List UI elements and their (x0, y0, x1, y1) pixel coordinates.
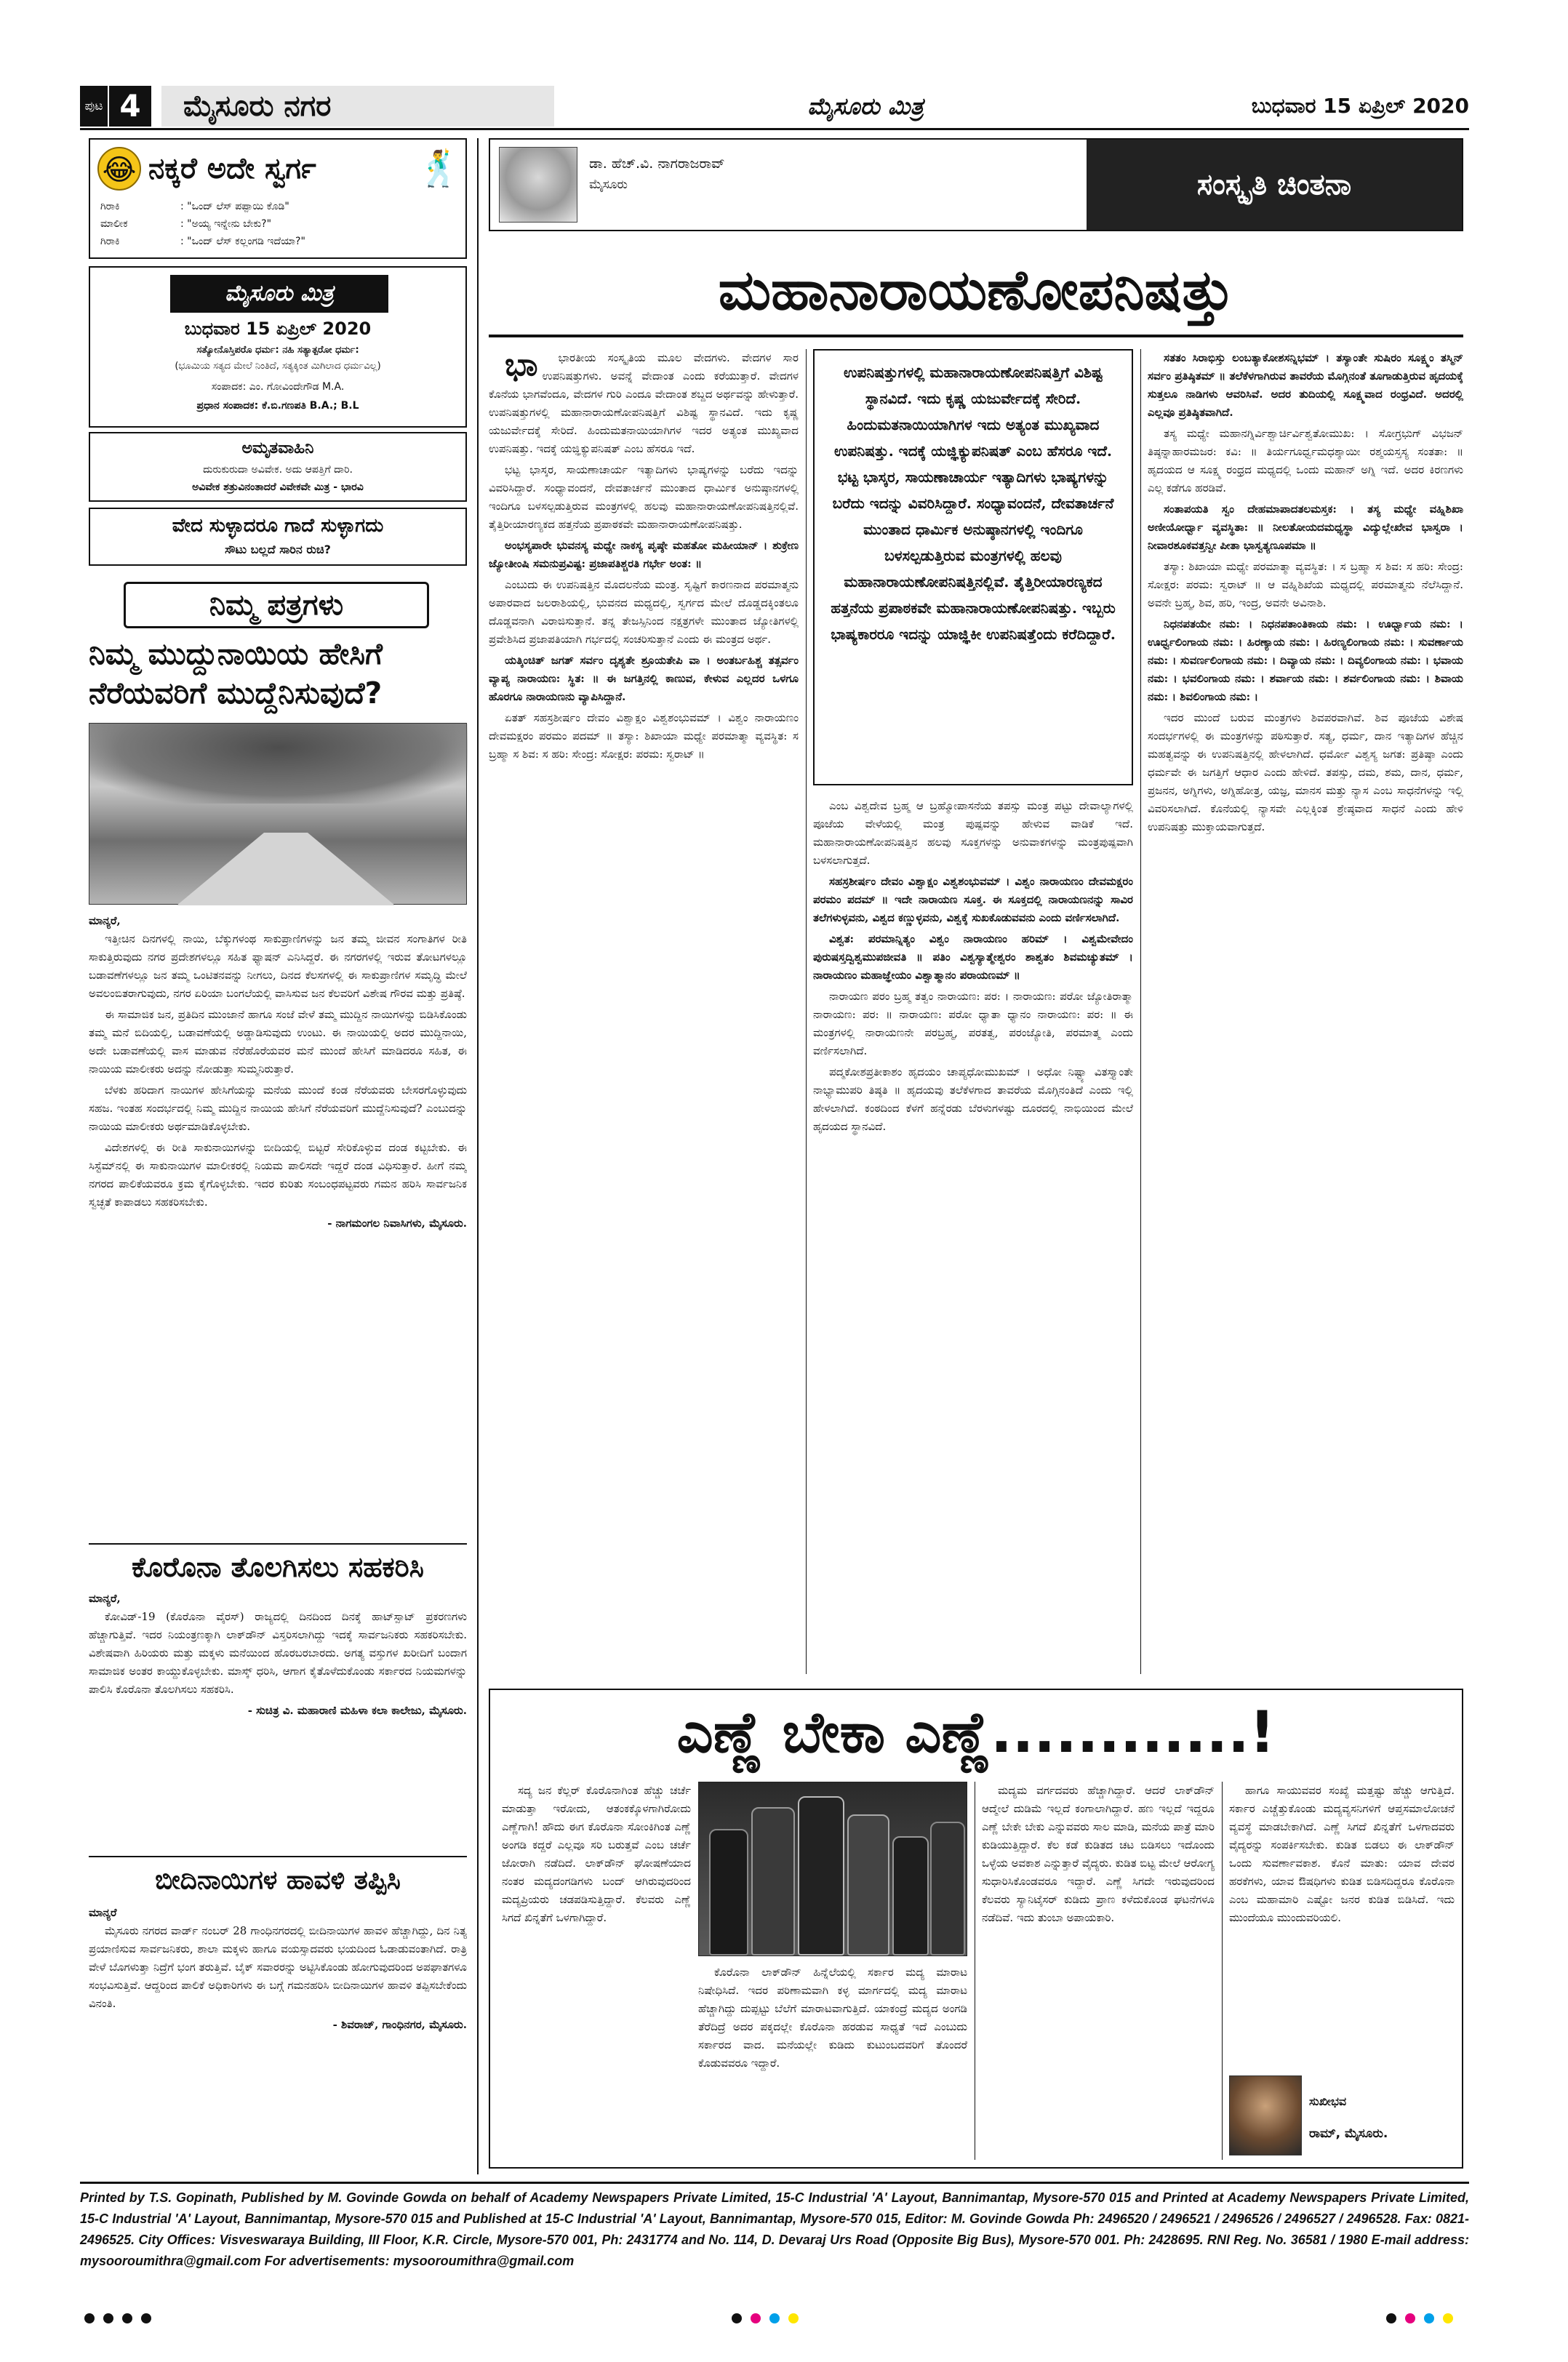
section-title: ಮೈಸೂರು ನಗರ (161, 86, 554, 127)
paper-info-date: ಬುಧವಾರ 15 ಏಪ್ರಿಲ್ 2020 (184, 319, 372, 339)
letter-paragraph: ಬೆಳಕು ಹರಿದಾಗ ನಾಯಿಗಳ ಹೇಸಿಗೆಯನ್ನು ಮನೆಯ ಮುಂದೆ ಕಂಡ ನೆರೆಯವರು ಬೇಸರಗೊಳ್ಳುವುದು ಸಹಜ. ಇಂತಹ ಸಂದರ್ಭದಲ್ಲಿ ನಿಮ್ಮ ಮುದ್ದಿನ ನಾಯಿಯ ಹೇಸಿಗೆ ನೆರೆಯವರಿಗೆ ಮುದ್ದೆನಿಸುವುದೆ? ಎಂಬುದನ್ನು ನಾಯಿಯ ಮಾಲೀಕರು ಅರ್ಥಮಾಡಿಕೊಳ್ಳಬೇಕು. (89, 1084, 467, 1133)
drop-cap: ಭಾ (505, 349, 538, 383)
feature-paragraph: ಭಾ ಭಾರತೀಯ ಸಂಸ್ಕೃತಿಯ ಮೂಲ ವೇದಗಳು. ವೇದಗಳ ಸಾರ ಉಪನಿಷತ್ತುಗಳು. ಅವನ್ನೆ ವೇದಾಂತ ಎಂದು ಕರೆಯುತ್ತಾರೆ. ವೇದಗಳ ಕೊನೆಯ ಭಾಗವೆಂದೂ, ವೇದಗಳ ಗುರಿ ಎಂದೂ ವೇದಾಂತ ಶಬ್ದದ ಅರ್ಥವನ್ನು ಹೇಳುತ್ತಾರೆ. ಉಪನಿಷತ್ತುಗಳಲ್ಲಿ ಮಹಾನಾರಾಯಣೋಪನಿಷತ್ತಿಗೆ ವಿಶಿಷ್ಟ ಸ್ಥಾನವಿದೆ. ಇದು ಕೃಷ್ಣ ಯಜುರ್ವೇದಕ್ಕೆ ಸೇರಿದೆ. ಹಿಂದುಮತನಾಯಿಯಾಗಿಗಳ ಇದರ ಅತ್ಯಂತ ಮುಖ್ಯವಾದ ಉಪನಿಷತ್ತು. ಇದಕ್ಕೆ ಯಜ್ಞಿಕ್ಯುಪನಿಷತ್ ಎಂಬ ಹೆಸರೂ ಇದೆ. (489, 349, 799, 455)
tree-canopy (89, 724, 468, 804)
paper-name: ಮೈಸೂರು ಮಿತ್ರ (807, 92, 924, 120)
saying-line: ವೇದ ಸುಳ್ಳಾದರೂ ಗಾದೆ ಸುಳ್ಳಾಗದು (172, 515, 384, 537)
ad-paragraph: ಹಾಗೂ ಸಾಯುವವರ ಸಂಖ್ಯೆ ಮತ್ತಷ್ಟು ಹೆಚ್ಚು ಆಗುತ್ತಿದೆ. ಸರ್ಕಾರ ಎಚ್ಚೆತ್ತುಕೊಂಡು ಮದ್ಯವ್ಯಸನಿಗಳಿಗೆ ಆಪ್ತಸಮಾಲೋಚನೆ ವ್ಯವಸ್ಥೆ ಮಾಡಬೇಕಾಗಿದೆ. ಎಣ್ಣೆ ಸಿಗದೆ ಖಿನ್ನತೆಗೆ ಒಳಗಾದವರು ವೈದ್ಯರನ್ನು ಸಂಪರ್ಕಿಸಬೇಕು. ಕುಡಿತ ಬಿಡಲು ಈ ಲಾಕ್‌ಡೌನ್ ಒಂದು ಸುವರ್ಣಾವಕಾಶ. ಕೊನೆ ಮಾತು: ಯಾವ ದೇವರ ಹರಕೆಗಳು, ಯಾವ ಔಷಧಿಗಳು ಕುಡಿತ ಬಿಡಿಸದಿದ್ದರೂ ಕೊರೊನಾ ಎಂಬ ಮಹಾಮಾರಿ ಎಷ್ಟೋ ಜನರ ಕುಡಿತ ಬಿಡಿಸಿದೆ. ಇದು ಮುಂದೆಯೂ ಮುಂದುವರಿಯಲಿ. (1229, 1784, 1455, 1924)
page-number: 4 (109, 86, 151, 127)
feature-column-3 (1148, 349, 1463, 1674)
imprint-rule (80, 2182, 1469, 2184)
letter3-body (89, 1904, 467, 2166)
quote-title: ಅಮೃತವಾಹಿನಿ (241, 439, 314, 457)
registration-marks-center (727, 2313, 815, 2327)
letter2-paragraph: ಕೋವಿಡ್-19 (ಕೊರೊನಾ ವೈರಸ್) ರಾಜ್ಯದಲ್ಲಿ ದಿನದಿಂದ ದಿನಕ್ಕೆ ಹಾಟ್‌ಸ್ಪಾಟ್ ಪ್ರಕರಣಗಳು ಹೆಚ್ಚಾಗುತ್ತಿವೆ. ಇದರ ನಿಯಂತ್ರಣಕ್ಕಾಗಿ ಲಾಕ್‌ಡೌನ್ ವಿಸ್ತರಿಸಲಾಗಿದ್ದು ಇದಕ್ಕೆ ಸಾರ್ವಜನಿಕರು ಸಹಕರಿಸಬೇಕು. ವಿಶೇಷವಾಗಿ ಹಿರಿಯರು ಮತ್ತು ಮಕ್ಕಳು ಮನೆಯಿಂದ ಹೊರಬರಬಾರದು. ಅಗತ್ಯ ವಸ್ತುಗಳ ಖರೀದಿಗೆ ಬಂದಾಗ ಸಾಮಾಜಿಕ ಅಂತರ ಕಾಯ್ದುಕೊಳ್ಳಬೇಕು. ಮಾಸ್ಕ್ ಧರಿಸಿ, ಆಗಾಗ ಕೈತೊಳೆದುಕೊಂಡು ಸರ್ಕಾರದ ನಿಯಮಗಳನ್ನು ಪಾಲಿಸಿ ಕೊರೊನಾ ತೊಲಗಿಸಲು ಸಹಕರಿಸಿ. (89, 1610, 467, 1696)
paper-info-editor: ಸಂಪಾದಕ: ಎಂ. ಗೋವಿಂದೇಗೌಡ M.A. (211, 381, 345, 393)
paper-info-publisher: ಪ್ರಧಾನ ಸಂಪಾದಕ: ಕೆ.ಬಿ.ಗಣಪತಿ B.A.; B.L (196, 400, 359, 412)
feature-verse: ಸಹಸ್ರಶೀರ್ಷಂ ದೇವಂ ವಿಶ್ವಾಕ್ಷಂ ವಿಶ್ವಶಂಭುವಮ್ । ವಿಶ್ವಂ ನಾರಾಯಣಂ ದೇವಮಕ್ಷರಂ ಪರಮಂ ಪದಮ್ ॥ ಇದೇ ನಾರಾಯಣ ಸೂಕ್ತ. ಈ ಸೂಕ್ತದಲ್ಲಿ ನಾರಾಯಣನನ್ನು ಸಾವಿರ ತಲೆಗಳುಳ್ಳವನು, ವಿಶ್ವದ ಕಣ್ಣುಳ್ಳವನು, ವಿಶ್ವಕ್ಕೆ ಸುಖಕೊಡುವವನು ಎಂದು ವರ್ಣಿಸಲಾಗಿದೆ. (813, 875, 1133, 924)
author-tag: ರಾಮ್, ಮೈಸೂರು. (1309, 2126, 1388, 2141)
ad-feature-column-1a (502, 1782, 691, 2160)
joke-text: : "ಒಂದ್ ಲೆಸ್ ಪಪ್ಪಾಯಿ ಕೊಡಿ" (180, 201, 289, 212)
masthead-rule (80, 128, 1469, 130)
joke-lines (100, 198, 457, 250)
paper-info-box (89, 266, 467, 428)
pull-quote-text: ಉಪನಿಷತ್ತುಗಳಲ್ಲಿ ಮಹಾನಾರಾಯಣೋಪನಿಷತ್ತಿಗೆ ವಿಶಿಷ್ಟ ಸ್ಥಾನವಿದೆ. ಇದು ಕೃಷ್ಣ ಯಜುರ್ವೇದಕ್ಕೆ ಸೇರಿದೆ. ಹಿಂದುಮತನಾಯಿಯಾಗಿಗಳ ಇದು ಅತ್ಯಂತ ಮುಖ್ಯವಾದ ಉಪನಿಷತ್ತು. ಇದಕ್ಕೆ ಯಜ್ಞಿಕ್ಯುಪನಿಷತ್ ಎಂಬ ಹೆಸರೂ ಇದೆ. ಭಟ್ಟ ಭಾಸ್ಕರ, ಸಾಯಣಾಚಾರ್ಯ ಇತ್ಯಾದಿಗಳು ಭಾಷ್ಯಗಳನ್ನು ಬರೆದು ಇದನ್ನು ವಿವರಿಸಿದ್ದಾರೆ. ಸಂಧ್ಯಾವಂದನೆ, ದೇವತಾರ್ಚನೆ ಮುಂತಾದ ಧಾರ್ಮಿಕ ಅನುಷ್ಠಾನಗಳಲ್ಲಿ ಇಂದಿಗೂ ಬಳಸಲ್ಪಡುತ್ತಿರುವ ಮಂತ್ರಗಳಲ್ಲಿ ಹಲವು ಮಹಾನಾರಾಯಣೋಪನಿಷತ್ತಿನಲ್ಲಿವೆ. ತೈತ್ತಿರೀಯಾರಣ್ಯಕದ ಹತ್ತನೆಯ ಪ್ರಪಾಠಕವೇ ಮಹಾನಾರಾಯಣೋಪನಿಷತ್ತು. ಇಬ್ಬರು ಭಾಷ್ಯಕಾರರೂ ಇದನ್ನು ಯಾಜ್ಞಿಕೀ ಉಪನಿಷತ್ತೆಂದು ಕರೆದಿದ್ದಾರೆ. (831, 364, 1116, 643)
letter-salutation: ಮಾನ್ಯರೆ, (89, 914, 121, 927)
column-rule (477, 138, 479, 2174)
feature-verse: ಅಂಭಸ್ಯಪಾರೇ ಭುವನಸ್ಯ ಮಧ್ಯೇ ನಾಕಸ್ಯ ಪೃಷ್ಠೇ ಮಹತೋ ಮಹೀಯಾನ್ । ಶುಕ್ರೇಣ ಜ್ಯೋತೀಂಷಿ ಸಮನುಪ್ರವಿಷ್ಟ: ಪ್ರಜಾಪತಿಶ್ಚರತಿ ಗರ್ಭೇ ಅಂತ: ॥ (489, 539, 799, 570)
laughing-face-icon: 😂 (97, 147, 141, 191)
letter2-headline: ಕೊರೊನಾ ತೊಲಗಿಸಲು ಸಹಕರಿಸಿ (132, 1551, 424, 1583)
ad-feature-box (489, 1689, 1463, 2169)
letter-divider (89, 1856, 467, 1857)
author-caption: ಸುಖೀಭವ (1309, 2094, 1347, 2108)
letter2-salutation: ಮಾನ್ಯರೆ, (89, 1592, 121, 1605)
letter-divider (89, 1543, 467, 1545)
letters-banner (124, 582, 429, 628)
feature-verse: ನಿಧನಪತಯೇ ನಮ: । ನಿಧನಪತಾಂತಿಕಾಯ ನಮ: । ಊರ್ಧ್ವಾಯ ನಮ: । ಊರ್ಧ್ವಲಿಂಗಾಯ ನಮ: । ಹಿರಣ್ಯಾಯ ನಮ: । ಹಿರಣ್ಯಲಿಂಗಾಯ ನಮ: । ಸುವರ್ಣಾಯ ನಮ: । ಸುವರ್ಣಲಿಂಗಾಯ ನಮ: । ದಿವ್ಯಾಯ ನಮ: । ದಿವ್ಯಲಿಂಗಾಯ ನಮ: । ಭವಾಯ ನಮ: । ಭವಲಿಂಗಾಯ ನಮ: । ಶರ್ವಾಯ ನಮ: । ಶರ್ವಲಿಂಗಾಯ ನಮ: । ಶಿವಾಯ ನಮ: । ಶಿವಲಿಂಗಾಯ ನಮ: । (1148, 617, 1463, 703)
quote-box (89, 432, 467, 502)
quote-line: ಅವಿವೇಕ ಶತ್ರುವಿನಂತಾದರೆ ವಿವೇಕವೇ ಮಿತ್ರ - ಭಾರವಿ (192, 481, 364, 493)
column-name-banner: ಸಂಸ್ಕೃತಿ ಚಿಂತನಾ (1087, 140, 1462, 230)
bottle-icon (709, 1829, 748, 1955)
liquor-bottles-photo (698, 1782, 967, 1956)
letter-headline-line: ನೆರೆಯವರಿಗೆ ಮುದ್ದೆನಿಸುವುದೆ? (89, 676, 383, 710)
feature-paragraph: ಎಂಬುದು ಈ ಉಪನಿಷತ್ತಿನ ಮೊದಲನೆಯ ಮಂತ್ರ. ಸೃಷ್ಟಿಗೆ ಕಾರಣನಾದ ಪರಮಾತ್ಮನು ಅಪಾರವಾದ ಜಲರಾಶಿಯಲ್ಲಿ, ಭುವನದ ಮಧ್ಯದಲ್ಲಿ, ಸ್ವರ್ಗದ ಮೇಲೆ ದೊಡ್ಡದಕ್ಕಿಂತಲೂ ದೊಡ್ಡವನಾಗಿ ವಿರಾಜಿಸುತ್ತಾನೆ. ತನ್ನ ತೇಜಸ್ಸಿನಿಂದ ನಕ್ಷತ್ರಗಳೇ ಮುಂತಾದ ಜ್ಯೋತಿಗಳಲ್ಲಿ ಪ್ರವೇಶಿಸಿದ ಪ್ರಜಾಪತಿಯಾಗಿ ಗರ್ಭದಲ್ಲಿ ಸಂಚರಿಸುತ್ತಾನೆ ಎಂದು ಈ ಮಂತ್ರದ ಅರ್ಥ. (489, 578, 799, 646)
feature-verse: ವಿಶ್ವತ: ಪರಮಾನ್ನಿತ್ಯಂ ವಿಶ್ವಂ ನಾರಾಯಣಂ ಹರಿಮ್ । ವಿಶ್ವಮೇವೇದಂ ಪುರುಷಸ್ತದ್ವಿಶ್ವಮುಪಜೀವತಿ ॥ ಪತಿಂ ವಿಶ್ವಸ್ಯಾತ್ಮೇಶ್ವರಂ ಶಾಶ್ವತಂ ಶಿವಮಚ್ಯುತಮ್ । ನಾರಾಯಣಂ ಮಹಾಜ್ಞೇಯಂ ವಿಶ್ವಾತ್ಮಾನಂ ಪರಾಯಣಮ್ ॥ (813, 932, 1133, 982)
letters-banner-title: ನಿಮ್ಮ ಪತ್ರಗಳು (209, 588, 344, 622)
bottle-icon (798, 1796, 844, 1955)
saying-line: ಸೌಟು ಬಲ್ಲದೆ ಸಾರಿನ ರುಚಿ? (225, 543, 331, 556)
letter-paragraph: ವಿದೇಶಗಳಲ್ಲಿ ಈ ರೀತಿ ಸಾಕುನಾಯಿಗಳನ್ನು ಬೀದಿಯಲ್ಲಿ ಬಿಟ್ಟರೆ ಸೇರಿಕೊಳ್ಳುವ ದಂಡ ಕಟ್ಟಬೇಕು. ಈ ಸಿಸ್ಟೆಮ್‌ನಲ್ಲಿ ಈ ಸಾಕುನಾಯಿಗಳ ಮಾಲೀಕರಲ್ಲಿ ನಿಯಮ ಪಾಲಿಸದೇ ಇದ್ದರೆ ದಂಡ ವಿಧಿಸುತ್ತಾರೆ. ಹೀಗೆ ನಮ್ಮ ನಗರದ ಪಾಲಿಕೆಯವರೂ ಕ್ರಮ ಕೈಗೊಳ್ಳಬೇಕು. ಇದರ ಕುರಿತು ಸಂಬಂಧಪಟ್ಟವರು ಗಮನ ಹರಿಸಿ ಸಾರ್ವಜನಿಕ ಸ್ವಚ್ಛತೆ ಕಾಪಾಡಲು ಸಹಕರಿಸಬೇಕು. (89, 1141, 467, 1209)
column-rule (1140, 349, 1141, 1674)
cartoon-figure-icon: 🕺 (417, 148, 461, 189)
author-portrait (1229, 2075, 1302, 2155)
joke-text: : "ಒಂದ್ ಲೆಸ್ ಕಲ್ಲಂಗಡಿ ಇದೆಯಾ?" (180, 236, 305, 247)
bottle-icon (892, 1836, 929, 1955)
letter-body (89, 912, 467, 1530)
saying-box (89, 508, 467, 566)
imprint: Printed by T.S. Gopinath, Published by M. Govinde Gowda on behalf of Academy Newspapers Private Limited, 15-C Industrial 'A' Layout, Bannimantap, Mysore-570 015 and Printed at Academy Newspapers Private Limited, 15-C Industrial 'A' Layout, Bannimantap, Mysore-570 015 and Published at 15-C Industrial 'A' Layout, Bannimantap, Mysore-570 015, Editor: M. Govinde Gowda Ph: 2496520 / 2496521 / 2496526 / 2496527 / 2496528. Fax: 0821-2496525. City Offices: Visveswaraya Building, III Floor, K.R. Circle, Mysore-570 001, Ph: 2431774 and No. 114, D. Devaraj Urs Road (Opposite Big Bus), Mysore-570 001. Ph: 2428695. RNI Reg. No. 36581 / 1980 E-mail address: mysooroumithra@gmail.com For advertisements: mysooroumithra@gmail.com (80, 2190, 1469, 2268)
author-name: ಡಾ. ಹೆಚ್.ವಿ. ನಾಗರಾಜರಾವ್ (589, 156, 725, 172)
ad-feature-column-2 (982, 1782, 1215, 2160)
street-photo (89, 723, 467, 905)
feature-paragraph: ತಸ್ಯಾ: ಶಿಖಾಯಾ ಮಧ್ಯೇ ಪರಮಾತ್ಮಾ ವ್ಯವಸ್ಥಿತ: । ಸ ಬ್ರಹ್ಮಾ ಸ ಶಿವ: ಸ ಹರಿ: ಸೇಂದ್ರ: ಸೋಕ್ಷರ: ಪರಮ: ಸ್ವರಾಟ್ ॥ ಆ ವಹ್ನಿಶಿಖೆಯ ಮಧ್ಯದಲ್ಲಿ ಪರಮಾತ್ಮನು ನೆಲೆಸಿದ್ದಾನೆ. ಅವನೇ ಬ್ರಹ್ಮ, ಶಿವ, ಹರಿ, ಇಂದ್ರ, ಅವನೇ ಅವಿನಾಶಿ. (1148, 560, 1463, 609)
joke-box (89, 138, 467, 259)
feature-verse: ಸಂತಾಪಯತಿ ಸ್ವಂ ದೇಹಮಾಪಾದತಲಮಸ್ತಕ: । ತಸ್ಯ ಮಧ್ಯೇ ವಹ್ನಿಶಿಖಾ ಅಣೀಯೋರ್ಧ್ವಾ ವ್ಯವಸ್ಥಿತಾ: ॥ ನೀಲತೋಯದಮಧ್ಯಸ್ಥಾ ವಿದ್ಯುಲ್ಲೇಖೇವ ಭಾಸ್ವರಾ । ನೀವಾರಶೂಕವತ್ತನ್ವೀ ಪೀತಾ ಭಾಸ್ವತ್ಯಣೂಪಮಾ ॥ (1148, 503, 1463, 552)
quote-line: ದುರುಕುರುದಾ ಅವಿವೇಕ. ಅದು ಆಪತ್ತಿಗೆ ದಾರಿ. (203, 464, 353, 476)
pull-quote-box (813, 349, 1133, 785)
ad-feature-column-1b (698, 1963, 967, 2160)
letter3-paragraph: ಮೈಸೂರು ನಗರದ ವಾರ್ಡ್ ನಂಬರ್ 28 ಗಾಂಧಿನಗರದಲ್ಲಿ ಬೀದಿನಾಯಿಗಳ ಹಾವಳಿ ಹೆಚ್ಚಾಗಿದ್ದು, ದಿನ ನಿತ್ಯ ಪ್ರಯಾಣಿಸುವ ಸಾರ್ವಜನಿಕರು, ಶಾಲಾ ಮಕ್ಕಳು ಹಾಗೂ ವಯಸ್ಸಾದವರು ಭಯದಿಂದ ಓಡಾಡುವಂತಾಗಿದೆ. ರಾತ್ರಿ ವೇಳೆ ಬೊಗಳುತ್ತಾ ನಿದ್ರೆಗೆ ಭಂಗ ತರುತ್ತಿವೆ. ಬೈಕ್ ಸವಾರರನ್ನು ಅಟ್ಟಿಸಿಕೊಂಡು ಹೋಗುವುದರಿಂದ ಅಪಘಾತಗಳೂ ಸಂಭವಿಸುತ್ತಿವೆ. ಆದ್ದರಿಂದ ಪಾಲಿಕೆ ಅಧಿಕಾರಿಗಳು ಈ ಬಗ್ಗೆ ಗಮನಹರಿಸಿ ಬೀದಿನಾಯಿಗಳ ಹಾವಳಿ ತಪ್ಪಿಸಬೇಕೆಂದು ವಿನಂತಿ. (89, 1924, 467, 2010)
letter-paragraph: ಈ ಸಾಮಾಜಿಕ ಜನ, ಪ್ರತಿದಿನ ಮುಂಜಾನೆ ಹಾಗೂ ಸಂಜೆ ವೇಳೆ ತಮ್ಮ ಮುದ್ದಿನ ನಾಯಿಗಳನ್ನು ಬಿಡಿಸಿಕೊಂಡು ತಮ್ಮ ಮನೆ ಬಿದಿಯಲ್ಲಿ, ಬಡಾವಣೆಯಲ್ಲಿ ಅಡ್ಡಾಡಿಸುವುದು ಉಂಟು. ಈ ನಾಯಿಯಲ್ಲಿ ಅದರ ಮುದ್ದಿನಾಯಿ, ಅದೇ ಬಡಾವಣೆಯಲ್ಲಿ ವಾಸ ಮಾಡುವ ನೆರೆಹೊರೆಯವರ ಮನೆ ಮುಂದೆ ಹೇಸಿಗೆ ಮಾಡಿದರೂ ಸಹಿತ, ಈ ನಾಯಿಯ ಮಾಲೀಕರು ಅದನ್ನು ನೋಡುತ್ತಾ ಸುಮ್ಮನಿರುತ್ತಾರೆ. (89, 1008, 467, 1076)
registration-marks-left (80, 2313, 167, 2327)
feature-paragraph: ತಸ್ಯ ಮಧ್ಯೇ ಮಹಾನಗ್ನಿರ್ವಿಶ್ವಾರ್ಚಿರ್ವಿಶ್ವತೋಮುಖ: । ಸೋಗ್ರಭುಗ್ ವಿಭಜನ್ ತಿಷ್ಠನ್ನಾಹಾರಮಜರ: ಕವಿ: ॥ ತಿರ್ಯಗೂರ್ಧ್ವಮಧಶ್ಶಾಯೀ ರಶ್ಮಯಸ್ತಸ್ಯ ಸಂತತಾ: ॥ ಹೃದಯದ ಆ ಸೂಕ್ಷ್ಮ ರಂಧ್ರದ ಮಧ್ಯದಲ್ಲಿ ಒಂದು ಮಹಾನ್ ಅಗ್ನಿ ಇದೆ. ಅದರ ಕಿರಣಗಳು ಎಲ್ಲ ಕಡೆಗೂ ಹರಡಿವೆ. (1148, 427, 1463, 495)
author-photo (499, 147, 577, 223)
column-rule (1222, 1782, 1223, 2160)
column-rule (806, 349, 807, 1674)
letter2-signature: - ಸುಚಿತ್ರ ವಿ. ಮಹಾರಾಣಿ ಮಹಿಳಾ ಕಲಾ ಕಾಲೇಜು, ಮೈಸೂರು. (247, 1704, 467, 1717)
joke-line (100, 233, 457, 250)
road-surface (177, 833, 395, 905)
bottle-icon (930, 1822, 965, 1955)
feature-paragraph: ಭಟ್ಟ ಭಾಸ್ಕರ, ಸಾಯಣಾಚಾರ್ಯ ಇತ್ಯಾದಿಗಳು ಭಾಷ್ಯಗಳನ್ನು ಬರೆದು ಇದನ್ನು ವಿವರಿಸಿದ್ದಾರೆ. ಸಂಧ್ಯಾವಂದನೆ, ದೇವತಾರ್ಚನೆ ಮುಂತಾದ ಧಾರ್ಮಿಕ ಅನುಷ್ಠಾನಗಳಲ್ಲಿ ಇಂದಿಗೂ ಬಳಸಲ್ಪಡುತ್ತಿರುವ ಮಂತ್ರಗಳಲ್ಲಿ ಹಲವು ಮಹಾನಾರಾಯಣೋಪನಿಷತ್ತಿನಲ್ಲಿವೆ. ತೈತ್ತಿರೀಯಾರಣ್ಯಕದ ಹತ್ತನೆಯ ಪ್ರಪಾಠಕವೇ ಮಹಾನಾರಾಯಣೋಪನಿಷತ್ತು. (489, 463, 799, 531)
bottle-icon (847, 1814, 889, 1955)
joke-line (100, 215, 457, 233)
ad-paragraph: ಕೊರೊನಾ ಲಾಕ್‌ಡೌನ್ ಹಿನ್ನೆಲೆಯಲ್ಲಿ ಸರ್ಕಾರ ಮದ್ಯ ಮಾರಾಟ ನಿಷೇಧಿಸಿದೆ. ಇದರ ಪರಿಣಾಮವಾಗಿ ಕಳ್ಳ ಮಾರ್ಗದಲ್ಲಿ ಮದ್ಯ ಮಾರಾಟ ಹೆಚ್ಚಾಗಿದ್ದು ದುಪ್ಪಟ್ಟು ಬೆಲೆಗೆ ಮಾರಾಟವಾಗುತ್ತಿದೆ. ಯಾಕಂದ್ರೆ ಮದ್ಯದ ಅಂಗಡಿ ತೆರೆದಿದ್ರೆ ಅದರ ಪಕ್ಕದಲ್ಲೇ ಕೊರೊನಾ ಹರಡುವ ಸಾಧ್ಯತೆ ಇದೆ ಎಂಬುದು ಸರ್ಕಾರದ ವಾದ. ಮನೆಯಲ್ಲೇ ಕುಡಿದು ಕುಟುಂಬದವರಿಗೆ ತೊಂದರೆ ಕೊಡುವವರೂ ಇದ್ದಾರೆ. (698, 1966, 967, 2070)
joke-speaker: ಮಾಲೀಕ (100, 218, 128, 230)
feature-paragraph: ಇದರ ಮುಂದೆ ಬರುವ ಮಂತ್ರಗಳು ಶಿವಪರವಾಗಿವೆ. ಶಿವ ಪೂಜೆಯ ವಿಶೇಷ ಸಂದರ್ಭಗಳಲ್ಲಿ ಈ ಮಂತ್ರಗಳನ್ನು ಪಠಿಸುತ್ತಾರೆ. ಸತ್ಯ, ಧರ್ಮ, ದಾನ ಇತ್ಯಾದಿಗಳ ಹೆಚ್ಚಿನ ಮಹತ್ವವನ್ನು ಈ ಉಪನಿಷತ್ತಿನಲ್ಲಿ ಹೇಳಲಾಗಿದೆ. ಧರ್ಮೋ ವಿಶ್ವಸ್ಯ ಜಗತ: ಪ್ರತಿಷ್ಠಾ ಎಂದು ಧರ್ಮವೇ ಈ ಜಗತ್ತಿಗೆ ಆಧಾರ ಎಂದು ಹೇಳಿದೆ. ತಪಸ್ಸು, ದಮ, ಶಮ, ದಾನ, ಧರ್ಮ, ಪ್ರಜನನ, ಅಗ್ನಿಗಳು, ಅಗ್ನಿಹೋತ್ರ, ಯಜ್ಞ, ಮಾನಸ ಮತ್ತು ನ್ಯಾಸ ಎಂಬ ಸಾಧನೆಗಳನ್ನು ಇಲ್ಲಿ ವಿವರಿಸಲಾಗಿದೆ. ಕೊನೆಯಲ್ಲಿ ನ್ಯಾಸವೇ ಎಲ್ಲಕ್ಕಿಂತ ಶ್ರೇಷ್ಠವಾದ ಸಾಧನೆ ಎಂದು ಹೇಳಿ ಉಪನಿಷತ್ತು ಮುಕ್ತಾಯವಾಗುತ್ತದೆ. (1148, 711, 1463, 833)
joke-title: ನಕ್ಕರೆ ಅದೇ ಸ್ವರ್ಗ (148, 152, 316, 185)
paper-info-logo: ಮೈಸೂರು ಮಿತ್ರ (170, 275, 388, 313)
ad-feature-column-3 (1229, 1782, 1455, 2073)
feature-paragraph: ಎಂಬ ವಿಶ್ವದೇವ ಬ್ರಹ್ಮ ಆ ಬ್ರಹ್ಮೋಪಾಸನೆಯ ತಪಸ್ಸು ಮಂತ್ರ ಪಟ್ಟು ದೇವಾಲ್ಯಾಗಳಲ್ಲಿ ಪೂಜೆಯ ವೇಳೆಯಲ್ಲಿ ಮಂತ್ರ ಪುಷ್ಪವನ್ನು ಹೇಳುವ ವಾಡಿಕೆ ಇದೆ. ಮಹಾನಾರಾಯಣೋಪನಿಷತ್ತಿನ ಹಲವು ಸೂಕ್ತಗಳನ್ನು ಅನುವಾಕಗಳನ್ನು ಮಂತ್ರಪುಷ್ಪವಾಗಿ ಬಳಸಲಾಗುತ್ತದೆ. (813, 799, 1133, 867)
feature-verse: ಸತತಂ ಸಿರಾಭಿಸ್ತು ಲಂಬತ್ಯಾಕೋಶಸನ್ನಿಭಮ್ । ತಸ್ಯಾಂತೇ ಸುಷಿರಂ ಸೂಕ್ಷ್ಮಂ ತಸ್ಮಿನ್ ಸರ್ವಂ ಪ್ರತಿಷ್ಠಿತಮ್ ॥ ತಲೆಕೆಳಗಾಗಿರುವ ತಾವರೆಯ ಮೊಗ್ಗಿನಂತೆ ತೂಗಾಡುತ್ತಿರುವ ಹೃದಯಕ್ಕೆ ಸುತ್ತಲೂ ನಾಡಿಗಳು ಆವರಿಸಿವೆ. ಅದರ ತುದಿಯಲ್ಲಿ ಸೂಕ್ಷ್ಮವಾದ ರಂಧ್ರವಿದೆ. ಅದರಲ್ಲಿ ಎಲ್ಲವೂ ಪ್ರತಿಷ್ಠಿತವಾಗಿದೆ. (1148, 351, 1463, 419)
joke-text: : "ಅಯ್ಯ ಇನ್ನೇನು ಬೇಕು?" (180, 218, 272, 230)
joke-speaker: ಗಿರಾಕಿ (100, 236, 120, 247)
paper-info-motto: ಸತ್ಯೋನೊಸ್ತಿಪರೊ ಧರ್ಮ: ನಹಿ ಸತ್ಯಾತ್ಪರೋ ಧರ್ಮ: (196, 345, 359, 356)
letter-headline-line: ನಿಮ್ಮ ಮುದ್ದುನಾಯಿಯ ಹೇಸಿಗೆ (89, 636, 383, 671)
author-city: ಮೈಸೂರು (589, 177, 628, 192)
letter3-signature: - ಶಿವರಾಜ್, ಗಾಂಧಿನಗರ, ಮೈಸೂರು. (332, 2018, 467, 2031)
feature-verse: ಯತ್ಕಿಂಚಿತ್ ಜಗತ್ ಸರ್ವಂ ದೃಶ್ಯತೇ ಶ್ರೂಯತೇಪಿ ವಾ । ಅಂತರ್ಬಹಿಶ್ಚ ತತ್ಸರ್ವಂ ವ್ಯಾಪ್ಯ ನಾರಾಯಣ: ಸ್ಥಿತ: ॥ ಈ ಜಗತ್ತಿನಲ್ಲಿ ಕಾಣುವ, ಕೇಳುವ ಎಲ್ಲದರ ಒಳಗೂ ಹೊರಗೂ ನಾರಾಯಣನು ವ್ಯಾಪಿಸಿದ್ದಾನೆ. (489, 654, 799, 703)
feature-paragraph: ಏತತ್ ಸಹಸ್ರಶೀರ್ಷಂ ದೇವಂ ವಿಶ್ವಾಕ್ಷಂ ವಿಶ್ವಶಂಭುವಮ್ । ವಿಶ್ವಂ ನಾರಾಯಣಂ ದೇವಮಕ್ಷರಂ ಪರಮಂ ಪದಮ್ ॥ ತಸ್ಯಾ: ಶಿಖಾಯಾ ಮಧ್ಯೇ ಪರಮಾತ್ಮಾ ವ್ಯವಸ್ಥಿತ: ಸ ಬ್ರಹ್ಮಾ ಸ ಶಿವ: ಸ ಹರಿ: ಸೇಂದ್ರ: ಸೋಕ್ಷರ: ಪರಮ: ಸ್ವರಾಟ್ ॥ (489, 711, 799, 761)
letter3-salutation: ಮಾನ್ಯರೆ (89, 1906, 117, 1919)
paper-info-motto-translation: (ಭೂಮಿಯ ಸತ್ಯದ ಮೇಲೆ ನಿಂತಿದೆ, ಸತ್ಯಕ್ಕಿಂತ ಮಿಗಿಲಾದ ಧರ್ಮವಿಲ್ಲ) (175, 361, 381, 372)
ad-paragraph: ಸದ್ಯ ಜನ ಕೆಲ್ಲರ್ ಕೊರೊನಾಗಿಂತ ಹೆಚ್ಚು ಚರ್ಚೆ ಮಾಡುತ್ತಾ ಇರೋದು, ಆತಂಕಕ್ಕೊಳಗಾಗಿರೋದು ಎಣ್ಣೆಗಾಗಿ! ಹೌದು ಈಗ ಕೊರೊನಾ ಸೋಂಕಿಗಿಂತ ಎಣ್ಣೆ ಅಂಗಡಿ ಕದ್ದರೆ ಎಲ್ಲವೂ ಸರಿ ಬರುತ್ತವೆ ಎಂಬ ಚರ್ಚೆ ಜೋರಾಗಿ ನಡೆದಿದೆ. ಲಾಕ್‌ಡೌನ್ ಘೋಷಣೆಯಾದ ನಂತರ ಮದ್ಯದಂಗಡಿಗಳು ಬಂದ್ ಆಗಿರುವುದರಿಂದ ಮದ್ಯಪ್ರಿಯರು ಚಡಪಡಿಸುತ್ತಿದ್ದಾರೆ. ಕೆಲವರು ಎಣ್ಣೆ ಸಿಗದೆ ಖಿನ್ನತೆಗೆ ಒಳಗಾಗಿದ್ದಾರೆ. (502, 1784, 691, 1924)
masthead-date: ಬುಧವಾರ 15 ಏಪ್ರಿಲ್ 2020 (1251, 94, 1469, 118)
bottle-icon (751, 1807, 795, 1955)
masthead (80, 86, 1469, 127)
page-label: ಪುಟ (80, 86, 108, 127)
letter3-headline: ಬೀದಿನಾಯಿಗಳ ಹಾವಳಿ ತಪ್ಪಿಸಿ (155, 1865, 401, 1895)
ad-feature-headline: ಎಣ್ಣೆ ಬೇಕಾ ಎಣ್ಣೆ............! (676, 1700, 1276, 1766)
joke-line (100, 198, 457, 215)
feature-paragraph: ಪದ್ಮಕೋಶಪ್ರತೀಕಾಶಂ ಹೃದಯಂ ಚಾಪ್ಯಧೋಮುಖಮ್ । ಅಧೋ ನಿಷ್ಟ್ಯಾ ವಿತಸ್ತ್ಯಾಂತೇ ನಾಭ್ಯಾಮುಪರಿ ತಿಷ್ಠತಿ ॥ ಹೃದಯವು ತಲೆಕೆಳಗಾದ ತಾವರೆಯ ಮೊಗ್ಗಿನಂತಿದೆ ಎಂದು ಇಲ್ಲಿ ಹೇಳಲಾಗಿದೆ. ಕಂಠದಿಂದ ಕೆಳಗೆ ಹನ್ನೆರಡು ಬೆರಳುಗಳಷ್ಟು ದೂರದಲ್ಲಿ ನಾಭಿಯಿಂದ ಮೇಲೆ ಹೃದಯದ ಸ್ಥಾನವಿದೆ. (813, 1065, 1133, 1133)
feature-column-1 (489, 349, 799, 1674)
letter-paragraph: ಇತ್ತೀಚಿನ ದಿನಗಳಲ್ಲಿ ನಾಯಿ, ಬೆಕ್ಕುಗಳಂಥ ಸಾಕುಪ್ರಾಣಿಗಳನ್ನು ಜನ ತಮ್ಮ ಜೀವನ ಸಂಗಾತಿಗಳ ರೀತಿ ಸಾಕುತ್ತಿರುವುದು ನಗರ ಪ್ರದೇಶಗಳಲ್ಲೂ ಸಹಿತ ಫ್ಯಾಷನ್ ಎನಿಸಿದ್ದರೆ. ಈ ನಗರಗಳಲ್ಲಿ ಇರುವ ತೋಟಗಳಲ್ಲೂ ಬಡಾವಣೆಗಳಲ್ಲೂ ಜನ ತಮ್ಮ ಒಂಟಿತನವನ್ನು ನೀಗಲು, ದಿನದ ಕೆಲಸಗಳಲ್ಲಿ ಈ ಸಾಕುಪ್ರಾಣಿಗಳ ಸಮೃದ್ಧಿ ಮೇಲೆ ಅವಲಂಬಿತರಾಗುವುದು, ನಗರ ಏರಿಯಾ ಬಂಗಲೆಯಲ್ಲಿ ವಾಸಿಸುವ ಜನ ಕೆಲವರಿಗೆ ವಿಶೇಷ ಗೌರವ ಮತ್ತು ಪ್ರತಿಷ್ಠೆ. (89, 932, 467, 1000)
feature-paragraph: ನಾರಾಯಣ ಪರಂ ಬ್ರಹ್ಮ ತತ್ವಂ ನಾರಾಯಣ: ಪರ: । ನಾರಾಯಣ: ಪರೋ ಜ್ಯೋತಿರಾತ್ಮಾ ನಾರಾಯಣ: ಪರ: ॥ ನಾರಾಯಣ: ಪರೋ ಧ್ಯಾತಾ ಧ್ಯಾನಂ ನಾರಾಯಣ: ಪರ: ॥ ಈ ಮಂತ್ರಗಳಲ್ಲಿ ನಾರಾಯಣನೇ ಪರಬ್ರಹ್ಮ, ಪರತತ್ವ, ಪರಂಜ್ಯೋತಿ, ಪರಮಾತ್ಮ ಎಂದು ವರ್ಣಿಸಲಾಗಿದೆ. (813, 990, 1133, 1057)
feature-column-2 (813, 797, 1133, 1674)
letter-headline (89, 634, 467, 713)
feature-header (489, 138, 1463, 231)
letter2-body (89, 1590, 467, 1851)
letter-signature: - ನಾಗಮಂಗಲ ನಿವಾಸಿಗಳು, ಮೈಸೂರು. (327, 1217, 467, 1230)
feature-headline: ಮಹಾನಾರಾಯಣೋಪನಿಷತ್ತು (489, 243, 1463, 337)
ad-paragraph: ಮದ್ಯಮ ವರ್ಗದವರು ಹೆಚ್ಚಾಗಿದ್ದಾರೆ. ಆದರೆ ಲಾಕ್‌ಡೌನ್ ಆದ್ಮೇಲೆ ದುಡಿಮೆ ಇಲ್ಲದೆ ಕಂಗಾಲಾಗಿದ್ದಾರೆ. ಹಣ ಇಲ್ಲದೆ ಇದ್ದರೂ ಎಣ್ಣೆ ಬೇಕೇ ಬೇಕು ಎನ್ನುವವರು ಸಾಲ ಮಾಡಿ, ಮನೆಯ ಪಾತ್ರೆ ಮಾರಿ ಕುಡಿಯುತ್ತಿದ್ದಾರೆ. ಕೆಲ ಕಡೆ ಕುಡಿತದ ಚಟ ಬಿಡಿಸಲು ಇದೊಂದು ಒಳ್ಳೆಯ ಅವಕಾಶ ಎನ್ನುತ್ತಾರೆ ವೈದ್ಯರು. ಕುಡಿತ ಬಿಟ್ಟ ಮೇಲೆ ಆರೋಗ್ಯ ಸುಧಾರಿಸಿಕೊಂಡವರೂ ಇದ್ದಾರೆ. ಎಣ್ಣೆ ಸಿಗದೇ ಇರುವುದರಿಂದ ಕೆಲವರು ಸ್ಯಾನಿಟೈಸರ್ ಕುಡಿದು ಪ್ರಾಣ ಕಳೆದುಕೊಂಡ ಘಟನೆಗಳೂ ನಡೆದಿವೆ. ಇದು ತುಂಬಾ ಅಪಾಯಕಾರಿ. (982, 1784, 1215, 1924)
joke-speaker: ಗಿರಾಕಿ (100, 201, 120, 212)
registration-marks-right (1382, 2313, 1469, 2327)
